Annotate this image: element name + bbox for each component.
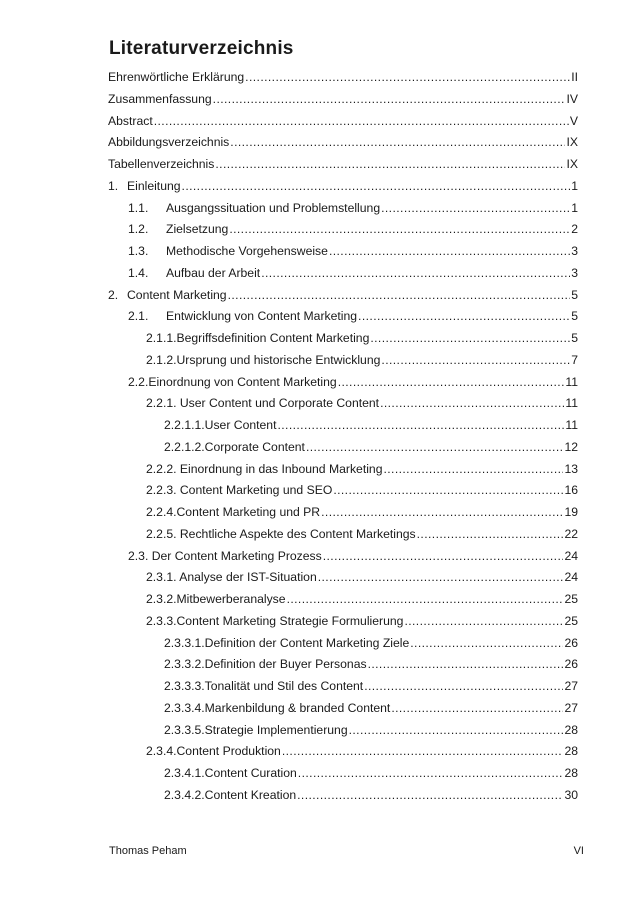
- toc-dot-leader: [287, 590, 564, 608]
- toc-entry-title: Tabellenverzeichnis: [108, 157, 215, 171]
- toc-dot-leader: [381, 351, 570, 369]
- toc-entry-title: 2.3.3.2.Definition der Buyer Personas: [164, 657, 367, 672]
- toc-entry-page: 24: [564, 570, 578, 585]
- toc-entry-title: 2.2.5. Rechtliche Aspekte des Content Marketings: [146, 526, 416, 541]
- toc-entry-title: 2.3.4.1.Content Curation: [164, 766, 297, 780]
- toc-entry-page: 11: [565, 418, 578, 432]
- toc-entry-page: 3: [571, 244, 578, 258]
- toc-entry-title: 2.3.2.Mitbewerberanalyse: [146, 592, 286, 606]
- toc-entry[interactable]: [128, 547, 578, 565]
- toc-entry-page: 25: [564, 613, 578, 628]
- toc-entry-page: 28: [564, 766, 578, 780]
- toc-entry-page: 27: [564, 679, 578, 693]
- toc-entry-page: V: [569, 113, 578, 128]
- toc-entry-page: 28: [564, 722, 578, 737]
- toc-entry-title: 2.2.3. Content Marketing und SEO: [146, 483, 333, 498]
- toc-entry-title: Abstract: [108, 113, 153, 128]
- toc-entry-page: 5: [571, 309, 578, 324]
- toc-dot-leader: [245, 68, 570, 86]
- toc-entry-page: 13: [564, 461, 578, 476]
- toc-dot-leader: [321, 503, 563, 521]
- toc-dot-leader: [228, 286, 571, 304]
- toc-dot-leader: [410, 634, 563, 652]
- toc-entry[interactable]: [146, 525, 578, 543]
- toc-entry-number: 1.3.: [128, 244, 149, 258]
- toc-entry[interactable]: [128, 373, 578, 391]
- toc-dot-leader: [391, 699, 563, 717]
- toc-entry[interactable]: [164, 655, 578, 673]
- toc-entry-title: 2.3.4.Content Produktion: [146, 744, 281, 759]
- toc-dot-leader: [323, 547, 564, 565]
- toc-entry-title: 2.3.3.1.Definition der Content Marketing Ziele: [164, 635, 410, 650]
- toc-entry-page: 26: [564, 657, 578, 672]
- footer-author: Thomas Peham: [109, 845, 187, 857]
- toc-entry[interactable]: [108, 112, 578, 130]
- toc-entry-page: 28: [564, 744, 578, 759]
- toc-entry-page: IV: [566, 91, 578, 106]
- toc-entry-title: 2.2.1.1.User Content: [164, 418, 277, 432]
- toc-dot-leader: [417, 525, 564, 543]
- toc-entry-page: 19: [564, 505, 578, 519]
- toc-entry[interactable]: [164, 634, 578, 652]
- toc-entry-number: 2.1.: [128, 309, 149, 324]
- toc-entry-title: Einleitung: [127, 178, 181, 193]
- toc-entry[interactable]: [128, 242, 578, 260]
- toc-entry[interactable]: [164, 786, 578, 804]
- toc-entry[interactable]: [146, 612, 578, 630]
- toc-entry-title: 2.3.1. Analyse der IST-Situation: [146, 570, 317, 585]
- toc-entry[interactable]: [146, 590, 578, 608]
- toc-entry[interactable]: [164, 438, 578, 456]
- toc-dot-leader: [329, 242, 570, 260]
- toc-entry-title: 2.2.1. User Content und Corporate Content: [146, 396, 380, 411]
- toc-dot-leader: [368, 655, 564, 673]
- toc-entry-title: 2.3.3.4.Markenbildung & branded Content: [164, 700, 391, 715]
- toc-dot-leader: [404, 612, 563, 630]
- toc-entry-page: IX: [566, 157, 578, 171]
- toc-dot-leader: [298, 764, 564, 782]
- toc-entry-number: 2.: [108, 287, 119, 302]
- table-of-contents: [0, 68, 638, 808]
- toc-entry-page: 1: [571, 178, 578, 193]
- toc-entry-page: 26: [564, 635, 578, 650]
- toc-entry-title: 2.2.4.Content Marketing und PR: [146, 505, 321, 519]
- toc-entry-title: 2.3.3.5.Strategie Implementierung: [164, 722, 348, 737]
- toc-entry-title: 2.3.4.2.Content Kreation: [164, 787, 297, 802]
- toc-entry[interactable]: [108, 286, 578, 304]
- toc-entry-title: 2.1.1.Begriffsdefinition Content Marketing: [146, 331, 370, 345]
- toc-entry-title: 2.3.3.Content Marketing Strategie Formulierung: [146, 613, 404, 628]
- toc-entry[interactable]: [146, 481, 578, 499]
- page-title: Literaturverzeichnis: [109, 38, 294, 59]
- toc-entry-page: 5: [571, 287, 578, 302]
- toc-entry[interactable]: [108, 68, 578, 86]
- toc-entry-page: 11: [565, 396, 578, 411]
- toc-entry[interactable]: [164, 764, 578, 782]
- toc-entry-title: Ausgangssituation und Problemstellung: [166, 200, 381, 215]
- toc-entry[interactable]: [146, 568, 578, 586]
- toc-dot-leader: [215, 155, 565, 173]
- toc-dot-leader: [370, 329, 570, 347]
- toc-entry-page: 1: [571, 200, 578, 215]
- toc-dot-leader: [333, 481, 563, 499]
- toc-entry-title: 2.1.2.Ursprung und historische Entwicklung: [146, 352, 381, 367]
- toc-entry[interactable]: [146, 394, 578, 412]
- toc-dot-leader: [154, 112, 569, 130]
- toc-dot-leader: [282, 742, 564, 760]
- toc-dot-leader: [306, 438, 564, 456]
- toc-dot-leader: [230, 133, 565, 151]
- toc-entry-page: 3: [571, 265, 578, 280]
- toc-entry[interactable]: [164, 416, 578, 434]
- toc-entry-title: Abbildungsverzeichnis: [108, 135, 230, 150]
- toc-entry-page: 25: [564, 592, 578, 606]
- toc-dot-leader: [380, 394, 564, 412]
- toc-entry-page: IX: [566, 135, 578, 150]
- toc-entry[interactable]: [128, 307, 578, 325]
- toc-entry-title: 2.3.3.3.Tonalität und Stil des Content: [164, 679, 364, 693]
- toc-entry-number: 1.4.: [128, 265, 149, 280]
- toc-entry[interactable]: [108, 90, 578, 108]
- toc-entry-page: 12: [564, 439, 578, 454]
- toc-entry-title: Entwicklung von Content Marketing: [166, 309, 358, 324]
- toc-entry[interactable]: [108, 155, 578, 173]
- toc-dot-leader: [213, 90, 566, 108]
- toc-entry[interactable]: [128, 264, 578, 282]
- toc-entry-number: 1.: [108, 178, 119, 193]
- toc-entry-title: 2.2.2. Einordnung in das Inbound Marketing: [146, 461, 383, 476]
- toc-entry[interactable]: [146, 503, 578, 521]
- toc-entry-page: 27: [564, 700, 578, 715]
- toc-entry[interactable]: [146, 329, 578, 347]
- page-footer: [109, 845, 584, 857]
- toc-entry[interactable]: [146, 351, 578, 369]
- toc-entry[interactable]: [164, 677, 578, 695]
- toc-entry-title: Aufbau der Arbeit: [166, 265, 261, 280]
- toc-dot-leader: [297, 786, 563, 804]
- toc-dot-leader: [182, 177, 571, 195]
- toc-entry[interactable]: [164, 721, 578, 739]
- toc-dot-leader: [318, 568, 564, 586]
- toc-entry-title: Content Marketing: [127, 287, 227, 302]
- toc-dot-leader: [229, 220, 570, 238]
- toc-dot-leader: [261, 264, 570, 282]
- toc-entry-page: 24: [564, 548, 578, 563]
- toc-dot-leader: [364, 677, 563, 695]
- toc-entry[interactable]: [146, 742, 578, 760]
- toc-entry-page: 5: [571, 331, 578, 345]
- toc-entry-number: 1.2.: [128, 222, 149, 237]
- toc-entry-page: 7: [571, 352, 578, 367]
- toc-entry-page: 2: [571, 222, 578, 237]
- toc-entry-page: II: [571, 70, 578, 84]
- toc-entry-page: 11: [565, 374, 578, 389]
- toc-dot-leader: [358, 307, 570, 325]
- toc-entry[interactable]: [108, 177, 578, 195]
- toc-entry-title: Zielsetzung: [166, 222, 229, 237]
- footer-page-number: VI: [573, 845, 584, 857]
- toc-entry-page: 22: [564, 526, 578, 541]
- toc-entry[interactable]: [164, 699, 578, 717]
- toc-entry-page: 16: [564, 483, 578, 498]
- toc-entry-title: 2.2.Einordnung von Content Marketing: [128, 374, 337, 389]
- toc-dot-leader: [338, 373, 565, 391]
- toc-entry[interactable]: [108, 133, 578, 151]
- toc-entry-title: Methodische Vorgehensweise: [166, 244, 328, 258]
- toc-entry[interactable]: [128, 220, 578, 238]
- toc-entry-page: 30: [564, 787, 578, 802]
- toc-entry-title: 2.3. Der Content Marketing Prozess: [128, 548, 322, 563]
- toc-entry-title: 2.2.1.2.Corporate Content: [164, 439, 305, 454]
- toc-dot-leader: [381, 199, 570, 217]
- toc-entry-title: Zusammenfassung: [108, 91, 212, 106]
- toc-dot-leader: [277, 416, 564, 434]
- toc-entry[interactable]: [146, 460, 578, 478]
- toc-entry-title: Ehrenwörtliche Erklärung: [108, 70, 245, 84]
- toc-dot-leader: [349, 721, 564, 739]
- toc-dot-leader: [383, 460, 563, 478]
- toc-entry-number: 1.1.: [128, 200, 149, 215]
- toc-entry[interactable]: [128, 199, 578, 217]
